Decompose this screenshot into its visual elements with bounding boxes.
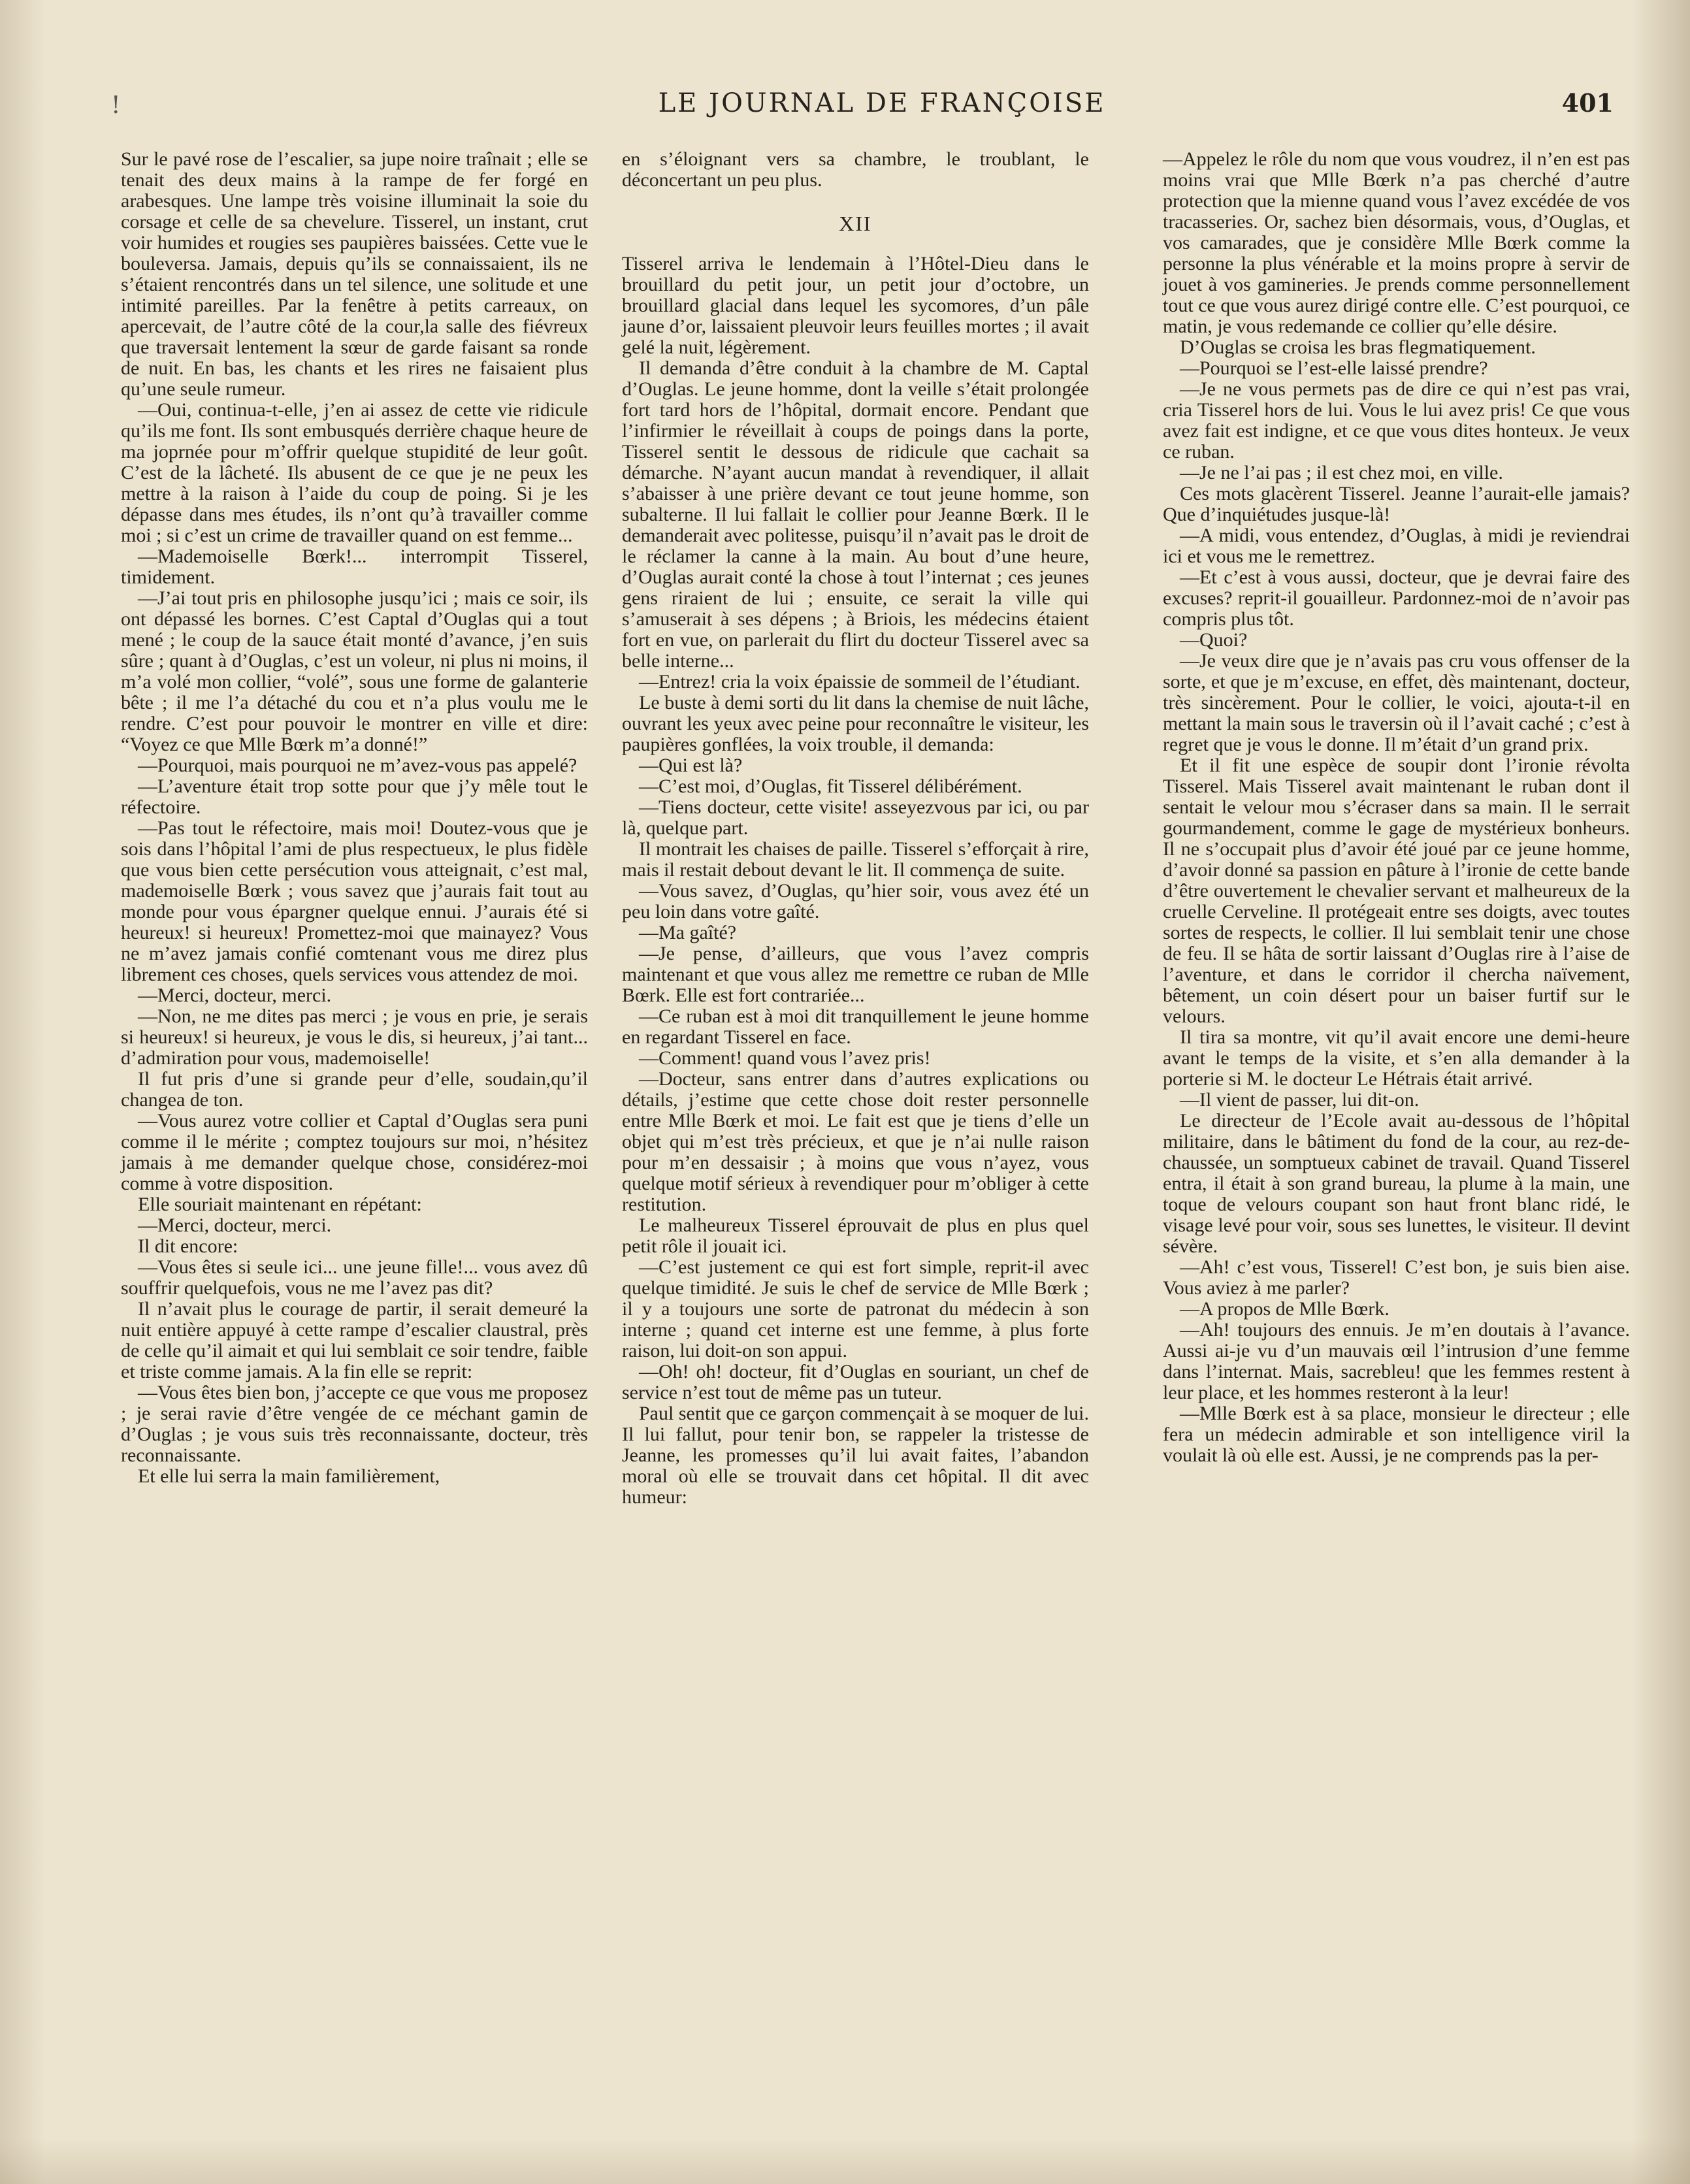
paragraph: Il montrait les chaises de paille. Tisserel s’efforçait à rire, mais il restait debout devant le lit. Il commença de suite.: [622, 838, 1089, 881]
paragraph: —A propos de Mlle Bœrk.: [1180, 1298, 1389, 1320]
column-1: [121, 149, 588, 1487]
column-3: [1163, 149, 1630, 1466]
paragraph: —Pourquoi, mais pourquoi ne m’avez-vous pas appelé?: [138, 755, 577, 776]
paragraph: —Ce ruban est à moi dit tranquillement le jeune homme en regardant Tisserel en face.: [622, 1005, 1089, 1048]
paragraph: Il demanda d’être conduit à la chambre de M. Captal d’Ouglas. Le jeune homme, dont la veille s’était prolongée fort tard hors de l’hôpital, dormait encore. Pendant que l’infirmier le réveillait à coups de poings dans la porte, Tisserel sentit le dessous de ridicule que cachait sa démarche. N’ayant aucun mandat à revendiquer, il allait s’abaisser à une prière devant ce tout jeune homme, son subalterne. Il lui fallait le collier pour Jeanne Bœrk. Il le demanderait avec politesse, puisqu’il n’avait pas le droit de le réclamer la canne à la main. Au bout d’une heure, d’Ouglas aurait conté la chose à tout l’internat ; ces jeunes gens riraient de lui ; ensuite, ce serait la ville qui s’amuserait à ses dépens ; à Briois, les médecins étaient fort en vue, on parlerait du flirt du docteur Tisserel avec sa belle interne...: [622, 357, 1089, 672]
paragraph: —Appelez le rôle du nom que vous voudrez, il n’en est pas moins vrai que Mlle Bœrk n’a pas cherché d’autre protection que la mienne quand vous l’avez excédée de vos tracasseries. Or, sachez bien désormais, vous, d’Ouglas, et vos camarades, que je considère Mlle Bœrk comme la personne la plus vénérable et la moins propre à servir de jouet à vos gamineries. Je prends comme personnellement tout ce que vous aurez dirigé contre elle. C’est pourquoi, ce matin, je vous redemande ce collier qu’elle désire.: [1163, 148, 1630, 337]
paragraph: —Docteur, sans entrer dans d’autres explications ou détails, j’estime que cette chose doit rester personnelle entre Mlle Bœrk et moi. Le fait est que je tiens d’elle un objet qui m’est très précieux, et que je n’ai nulle raison pour m’en dessaisir ; à moins que vous n’ayez, vous quelque motif sérieux à revendiquer pour m’obliger à cette restitution.: [622, 1068, 1089, 1215]
scan-shadow-left: [0, 0, 46, 2184]
paragraph: —Il vient de passer, lui dit-on.: [1180, 1089, 1420, 1111]
paragraph: —Merci, docteur, merci.: [138, 1214, 332, 1236]
paragraph: —Vous êtes bien bon, j’accepte ce que vous me proposez ; je serai ravie d’être vengée de ce méchant gamin de d’Ouglas ; je vous suis très reconnaissante, docteur, très reconnaissante.: [121, 1382, 588, 1466]
paragraph: —J’ai tout pris en philosophe jusqu’ici ; mais ce soir, ils ont dépassé les bornes. C’est Captal d’Ouglas qui a tout mené ; le coup de la sauce était monté d’avance, j’en suis sûre ; quant à d’Ouglas, c’est un voleur, ni plus ni moins, il m’a volé mon collier, “volé”, sous une forme de galanterie bête ; il me l’a détaché du cou et n’a plus voulu me le rendre. C’est pour pouvoir le montrer en ville et dire: “Voyez ce que Mlle Bœrk m’a donné!”: [121, 587, 588, 755]
paragraph: —Oui, continua-t-elle, j’en ai assez de cette vie ridicule qu’ils me font. Ils sont embusqués derrière chaque heure de ma joprnée pour m’offrir quelque stupidité de leur goût. C’est de la lâcheté. Ils abusent de ce que je ne peux les mettre à la raison à l’aide du coup de poing. Si je les dépasse dans mes études, ils n’ont qu’à travailler comme moi ; si c’est un crime de travailler quand on est femme...: [121, 399, 588, 546]
paragraph: —Ma gaîté?: [639, 922, 737, 943]
paragraph: —Quoi?: [1180, 629, 1248, 651]
page-header: [150, 84, 1614, 129]
paragraph-continued: en s’éloignant vers sa chambre, le troublant, le déconcertant un peu plus.: [622, 148, 1089, 191]
paragraph: —Vous aurez votre collier et Captal d’Ouglas sera puni comme il le mérite ; comptez toujours sur moi, n’hésitez jamais à me demander quelque chose, considérez-moi comme à votre disposition.: [121, 1110, 588, 1194]
paragraph: —Je ne vous permets pas de dire ce qui n’est pas vrai, cria Tisserel hors de lui. Vous le lui avez pris! Ce que vous avez fait est indigne, et ce que vous dites honteux. Je veux ce ruban.: [1163, 378, 1630, 463]
paragraph: —Je veux dire que je n’avais pas cru vous offenser de la sorte, et que je m’excuse, en effet, dès maintenant, docteur, très sincèrement. Pour le collier, le voici, ajouta-t-il en mettant la main sous le traversin où il l’avait caché ; c’est à regret que je vous le donne. Il m’était d’un grand prix.: [1163, 650, 1630, 755]
paragraph: Le directeur de l’Ecole avait au-dessous de l’hôpital militaire, dans le bâtiment du fond de la cour, au rez-de-chaussée, un somptueux cabinet de travail. Quand Tisserel entra, il était à son grand bureau, la plume à la main, une toque de velours coupant son haut front blanc ridé, le visage levé pour voir, sous ses lunettes, le visiteur. Il devint sévère.: [1163, 1110, 1630, 1257]
paragraph: —Et c’est à vous aussi, docteur, que je devrai faire des excuses? reprit-il gouailleur. Pardonnez-moi de n’avoir pas compris plus tôt.: [1163, 566, 1630, 630]
paragraph: —Je ne l’ai pas ; il est chez moi, en ville.: [1180, 462, 1503, 483]
paragraph: —Entrez! cria la voix épaissie de sommeil de l’étudiant.: [639, 671, 1081, 693]
margin-mark: !: [111, 92, 121, 119]
section-number: XII: [839, 212, 872, 235]
paragraph: —Ah! c’est vous, Tisserel! C’est bon, je suis bien aise. Vous aviez à me parler?: [1163, 1256, 1630, 1299]
paragraph: Et il fit une espèce de soupir dont l’ironie révolta Tisserel. Mais Tisserel avait maintenant le ruban dont il sentait le velour mou s’écraser dans sa main. Il le serrait gourmandement, comme le gage de mystérieux bonheurs. Il ne s’occupait plus d’avoir été joué par ce jeune homme, d’avoir donné sa passion en pâture à l’ironie de cette bande d’être ouvertement le chevalier servant et malheureux de la cruelle Cerveline. Il protégeait entre ses doigts, avec toutes sortes de respects, le collier. Il lui semblait tenir une chose de feu. Il se hâta de sortir laissant d’Ouglas rire à l’aise de l’aventure, et dans le corridor il chercha naïvement, bêtement, un coin désert pour un baiser furtif sur le velours.: [1163, 755, 1630, 1027]
paragraph: Ces mots glacèrent Tisserel. Jeanne l’aurait-elle jamais? Que d’inquiétudes jusque-là!: [1163, 483, 1630, 525]
paragraph: —C’est justement ce qui est fort simple, reprit-il avec quelque timidité. Je suis le chef de service de Mlle Bœrk ; il y a toujours une sorte de patronat du médecin à son interne ; quand cet interne est une femme, à plus forte raison, lui doit-on son appui.: [622, 1256, 1089, 1361]
column-2: [622, 149, 1089, 1508]
paragraph: —L’aventure était trop sotte pour que j’y mêle tout le réfectoire.: [121, 775, 588, 818]
paragraph: Sur le pavé rose de l’escalier, sa jupe noire traînait ; elle se tenait des deux mains à la rampe de fer forgé en arabesques. Une lampe très voisine illuminait la soie du corsage et celle de sa chevelure. Tisserel, un instant, crut voir humides et rougies ses paupières baissées. Cette vue le bouleversa. Jamais, depuis qu’ils se connaissaient, ils ne s’étaient rencontrés dans un tel silence, une solitude et une intimité pareilles. Par la fenêtre à petits carreaux, on apercevait, de l’autre côté de la cour,la salle des fiévreux que traversait lentement la sœur de garde faisant sa ronde de nuit. En bas, les chants et les rires ne faisaient plus qu’une seule rumeur.: [121, 148, 588, 400]
paragraph: Paul sentit que ce garçon commençait à se moquer de lui. Il lui fallut, pour tenir bon, se rappeler la tristesse de Jeanne, les promesses qu’il lui avait faites, l’abandon moral où elle se trouvait dans cet hôpital. Il dit avec humeur:: [622, 1403, 1089, 1508]
paragraph: —Vous savez, d’Ouglas, qu’hier soir, vous avez été un peu loin dans votre gaîté.: [622, 880, 1089, 922]
paragraph: Le malheureux Tisserel éprouvait de plus en plus quel petit rôle il jouait ici.: [622, 1214, 1089, 1257]
paragraph: —C’est moi, d’Ouglas, fit Tisserel délibérément.: [639, 775, 1022, 797]
paragraph: Il dit encore:: [138, 1235, 238, 1257]
paragraph: —Pourquoi se l’est-elle laissé prendre?: [1180, 357, 1488, 379]
paragraph: —Merci, docteur, merci.: [138, 985, 332, 1006]
paragraph: —Je pense, d’ailleurs, que vous l’avez compris maintenant et que vous allez me remettre ce ruban de Mlle Bœrk. Elle est fort contrariée...: [622, 943, 1089, 1006]
paragraph: —Oh! oh! docteur, fit d’Ouglas en souriant, un chef de service n’est tout de même pas un tuteur.: [622, 1361, 1089, 1403]
paragraph: —Vous êtes si seule ici... une jeune fille!... vous avez dû souffrir quelquefois, vous ne me l’avez pas dit?: [121, 1256, 588, 1299]
running-title: LE JOURNAL DE FRANÇOISE: [658, 88, 1106, 118]
paragraph: Et elle lui serra la main familièrement,: [138, 1465, 440, 1487]
paragraph: Il fut pris d’une si grande peur d’elle, soudain,qu’il changea de ton.: [121, 1068, 588, 1111]
paragraph: Tisserel arriva le lendemain à l’Hôtel-Dieu dans le brouillard du petit jour, un petit jour d’octobre, un brouillard glacial dans lequel les sycomores, d’un pâle jaune d’or, laissaient pleuvoir leurs feuilles mortes ; il avait gelé la nuit, légèrement.: [622, 253, 1089, 358]
page-number: 401: [1561, 88, 1614, 118]
paragraph: Il tira sa montre, vit qu’il avait encore une demi-heure avant le temps de la visite, et s’en alla demander à la porterie si M. le docteur Le Hétrais était arrivé.: [1163, 1026, 1630, 1090]
paragraph: —Mlle Bœrk est à sa place, monsieur le directeur ; elle fera un médecin admirable et son intelligence viril la voulait là où elle est. Aussi, je ne comprends pas la per-: [1163, 1403, 1630, 1466]
paragraph: D’Ouglas se croisa les bras flegmatiquement.: [1180, 336, 1536, 358]
page-bottom-edge: [0, 2138, 1690, 2184]
paragraph: —Pas tout le réfectoire, mais moi! Doutez-vous que je sois dans l’hôpital l’ami de plus respectueux, le plus fidèle que vous bien cette persécution vous atteignait, c’est mal, mademoiselle Bœrk ; vous savez que j’aurais fait tout au monde pour vous épargner quelque ennui. J’aurais été si heureux! si heureux! Promettez-moi que mainayez? Vous ne m’avez jamais confié comtenant vous me direz plus librement ces choses, quels services vous attendez de moi.: [121, 817, 588, 985]
paragraph: —A midi, vous entendez, d’Ouglas, à midi je reviendrai ici et vous me le remettrez.: [1163, 525, 1630, 567]
paragraph: —Ah! toujours des ennuis. Je m’en doutais à l’avance. Aussi ai-je vu d’un mauvais œil l’intrusion d’une femme dans l’internat. Mais, sacrebleu! que les femmes restent à leur place, et les hommes resteront à la leur!: [1163, 1319, 1630, 1403]
paragraph: Le buste à demi sorti du lit dans la chemise de nuit lâche, ouvrant les yeux avec peine pour reconnaître le visiteur, les paupières gonflées, la voix trouble, il demanda:: [622, 692, 1089, 755]
paragraph: Il n’avait plus le courage de partir, il serait demeuré la nuit entière appuyé à cette rampe d’escalier claustral, près de celle qu’il aimait et qui lui semblait ce soir tendre, faible et triste comme jamais. A la fin elle se reprit:: [121, 1298, 588, 1382]
paragraph: —Tiens docteur, cette visite! asseyezvous par ici, ou par là, quelque part.: [622, 796, 1089, 839]
paragraph: —Non, ne me dites pas merci ; je vous en prie, je serais si heureux! si heureux, je vous le dis, si heureux, j’ai tant... d’admiration pour vous, mademoiselle!: [121, 1005, 588, 1069]
paragraph: —Qui est là?: [639, 755, 743, 776]
scan-shadow-right: [1631, 0, 1690, 2184]
paragraph: Elle souriait maintenant en répétant:: [138, 1194, 422, 1215]
paragraph: —Comment! quand vous l’avez pris!: [639, 1047, 931, 1069]
paragraph: —Mademoiselle Bœrk!... interrompit Tisserel, timidement.: [121, 546, 588, 588]
